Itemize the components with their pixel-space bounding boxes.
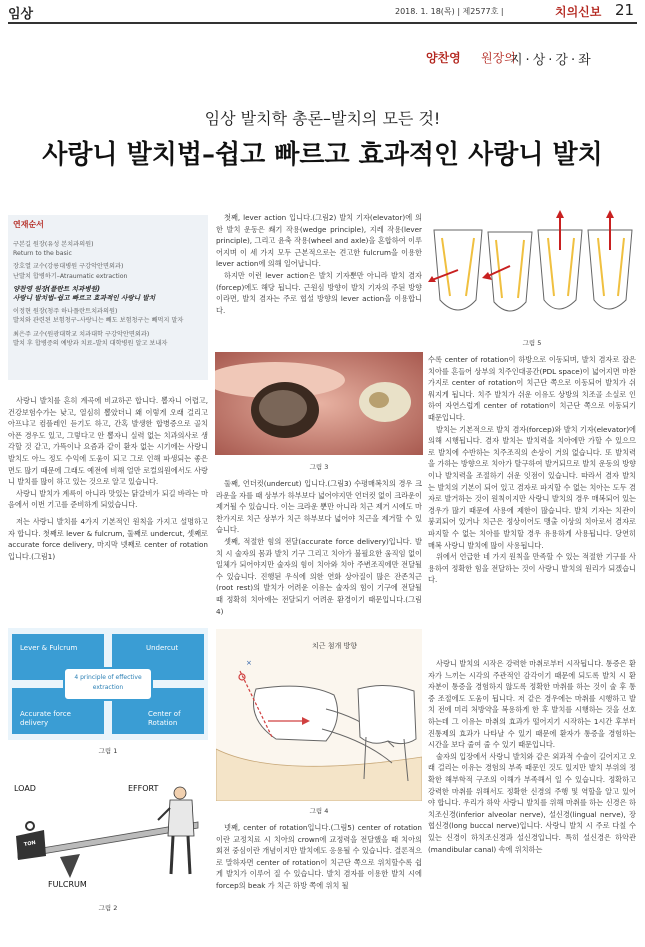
figure-5	[428, 210, 636, 330]
column-1-text	[8, 395, 208, 562]
paragraph: 하지만 이런 lever action은 발치 기자뿐만 아니라 발치 겸자(forcep)에도 해당 됩니다. 근원심 방향이 발치 기자의 주된 방향이라면, 발치 겸자는 주로 협설 방향의 lever action을 이용합니다.	[216, 270, 422, 315]
principle-lever-fulcrum: Lever & Fulcrum	[20, 644, 78, 652]
rotation-center-diagram	[428, 210, 636, 330]
figure-3-caption: 그림 3	[309, 463, 329, 471]
tooth-sketch-2	[482, 232, 532, 311]
figure-4-caption: 그림 4	[309, 807, 329, 815]
figure-1-caption: 그림 1	[98, 747, 118, 755]
root-direction-label: 치근 첨개 방향	[312, 642, 358, 650]
article-subtitle: 임상 발치학 총론–발치의 모든 것!	[204, 109, 441, 128]
series-order-item: 난발치 합병하기–Atraumatic extraction	[13, 272, 128, 280]
issue-date: 2018. 1. 18(목) | 제2577호 |	[395, 7, 504, 16]
series-order-list	[13, 240, 203, 348]
principles-center-label: 4 principle of effective extraction	[74, 674, 142, 691]
load-label: LOAD	[14, 784, 36, 793]
series-order-item: 최은주 교수(원광대학교 치과대학 구강악안면외과)	[13, 330, 150, 338]
svg-text:×: ×	[246, 659, 252, 667]
figure-1	[8, 628, 208, 740]
series-order-heading: 연재순서	[13, 220, 44, 229]
column-3-top-text	[428, 354, 636, 586]
series-order-item: 이정현 원장(청주 하나플란트치과의원)	[13, 308, 118, 316]
figure-5-caption: 그림 5	[522, 339, 542, 347]
series-order-item: 사랑니 발치법–쉽고 빠르고 효과적인 사랑니 발치	[13, 294, 156, 303]
section-label: 임상	[8, 7, 34, 22]
series-author-suffix: 원장의	[481, 51, 516, 65]
series-order-item: 발치와 관련된 보험청구–사랑니는 빼도 보험청구는 빼먹지 말자	[13, 317, 184, 325]
paragraph: 발치는 기본적으로 발치 겸자(forcep)와 발치 기자(elevator)에 의해 시행됩니다. 겸자 발치는 발치력을 치아에만 가할 수 있으므로 발치에 수반하는 치주조직의 손상이 거의 없습니다. 또 발치력을 가하는 방향으로 치아가 탈구하여 발거되므로 발치 운동의 방향이나 발치력을 조절하기 쉬운 잇점이 있습니다. 따라서 겸자 발치는 발치의 기본이 되어 있고 겸자로 파지할 수 없는 치아는 도두 겸자로 발거하는 것이 원칙이지만 사랑니 발치의 경우 매복되어 있는 경우가 많기 때문에 사용에 제한이 많습니다. 발치 기자는 치관이 붕괴되어 있거나 치근은 정상이어도 맹출 이상의 치아로서 겸자로 파지할 수 없는 치아를 발치할 경우 유용하게 사용됩니다. 당연히 매복 사랑니 발치에 많이 사용됩니다.	[428, 424, 636, 550]
column-2-mid-text	[216, 478, 422, 617]
figure-2-caption: 그림 2	[98, 904, 118, 912]
lever-illustration	[8, 778, 208, 893]
principle-undercut: Undercut	[146, 644, 179, 652]
tooth-sketch-3	[538, 210, 582, 309]
series-name: 지·상·강·좌	[510, 53, 594, 68]
paragraph: 둘째, 언더컷(undercut) 입니다.(그림3) 수평매복치의 경우 크라운을 자를 때 상부가 하부보다 넓어야지만 언더컷 없이 크라운이 제거될 수 있습니다. 이는 크라운 뿐만 아니라 치근 제거 시에도 마찬가지로 치근 상부가 치근 하부보다 넓어야 치근을 제거할 수 있습니다.	[216, 479, 422, 535]
paragraph: 첫째, lever action 입니다.(그림2) 발치 기자(elevator)에 의한 발치 운동은 쐐기 작용(wedge principle), 지레 작용(lever principle), 그리고 윤축 작용(wheel and axle)을 혼합하여 이루어지며 이 세 가지 모두 근본적으로는 견고한 fulcrum을 이용한 lever action에 의해 일어납니다.	[216, 213, 422, 269]
clinical-photo	[215, 352, 423, 455]
tooth-sketch-4	[588, 210, 632, 309]
series-order-item: Return to the basic	[13, 250, 72, 258]
column-3-bottom-text	[428, 658, 636, 855]
series-order-item: 발치 후 합병증의 예방과 치료–발치 대학병원 알고 보내자	[13, 339, 168, 347]
paragraph: 사랑니 발치가 계륵이 아니라 맛있는 닭갈비가 되길 바라는 마음에서 이번 기고를 준비하게 되었습니다.	[8, 488, 208, 510]
paragraph: 셋째, 적절한 힘의 전달(accurate force delivery)입니다. 발치 시 술자의 몸과 발치 기구 그리고 치아가 불필요한 움직임 없이 일체가 되어야지만 술자의 힘이 치아와 치아 주변조직에만 전달될 수 있습니다. 진행된 우식에 의한 연화 상아질이 많은 잔존치근(root rest)의 발치가 어려운 이유는 술자의 힘이 기구에 전달될 때 정확히 치아에는 전달되기 어려운 환경이기 때문입니다.(그림4)	[216, 536, 422, 616]
paragraph: 위에서 언급한 네 가지 원칙을 만족할 수 있는 적절한 기구를 사용하여 정확한 힘을 전달하는 것이 사랑니 발치의 원리가 되겠습니다.	[428, 552, 636, 585]
header-rule	[8, 22, 637, 24]
newspaper-name: 치의신보	[555, 5, 602, 19]
series-author: 양찬영	[426, 51, 461, 65]
paragraph: 저는 사랑니 발치를 4가지 기본적인 원칙을 가지고 설명하고자 합니다. 첫째로 lever & fulcrum, 둘째로 undercut, 셋째로 accurate force delivery, 마지막 넷째로 center of rotation입니다.(그림1)	[8, 516, 208, 561]
series-order-item: 장호열 교수(강릉대병원 구강악안면외과)	[13, 263, 124, 271]
fulcrum-label: FULCRUM	[48, 880, 87, 889]
paragraph: 술자의 입장에서 사랑니 발치와 같은 외과적 수술이 길어지고 오래 걸리는 이유는 경험의 부족 때문인 것도 있지만 발치 부위의 정확한 해부학적 구조의 이해가 부족해서 일 수 있습니다. 정확하고 강력한 마취를 위해서도 정확한 신경의 주행 및 역할을 알고 있어야 합니다. 우리가 하악 사랑니 발치를 위해 마취를 하는 신경은 하치조신경(inferior alveolar nerve), 설신경(lingual nerve), 장협신경(long buccal nerve)입니다. 사랑니 발치 시 주로 다칠 수 있는 신경이 하치조신경과 설신경입니다. 특히 설신경은 하악관(mandibular canal) 속에 위치하는	[428, 751, 636, 854]
tooth-sketch-1	[428, 230, 482, 310]
article-title: 사랑니 발치법–쉽고 빠르고 효과적인 사랑니 발치	[42, 140, 603, 170]
weight-label: TON	[23, 840, 37, 848]
paragraph: 사랑니 발치를 흔히 계곡에 비교하곤 합니다. 뽑자니 어렵고, 건강보험수가는 낮고, 열심히 뽑았더니 왜 이렇게 오래 걸리고 아프냐고 컴플레인 듣기도 하고, 간혹 발생한 합병증으로 골치 아픈 경우도 있고, 그렇다고 안 뽑자니 실력 없는 치과의사로 생각할 것 같고, 가뜩이나 요즘과 같이 환자 없는 시기에는 사랑니 발치도 아느 정도 수익에 도움이 되고 그로 인해 파생되는 좋은 면도 많기 때문에 그래도 예전에 비해 얼만 로컬의원에서도 사랑니 발치를 많이 하고 있는 것으로 알고 있습니다.	[8, 396, 208, 487]
effort-label: EFFORT	[128, 784, 159, 793]
fulcrum-triangle	[60, 854, 80, 878]
series-order-item: 구본길 원장(유성 본치과의원)	[13, 241, 94, 248]
figure-2	[8, 778, 208, 893]
series-order-item: 양찬영 원장(플란트 치과병원)	[13, 284, 101, 293]
tooth-diagram	[216, 629, 422, 801]
column-2-bottom-text	[216, 822, 422, 892]
figure-4	[216, 629, 422, 801]
principle-accurate-force: Accurate force delivery	[20, 710, 71, 727]
figure-3	[215, 352, 423, 455]
series-order-box	[8, 215, 208, 380]
paragraph: 수록 center of rotation이 하방으로 이동되며, 발치 겸자로 잡은 치아를 흔들어 상부의 치주인대공간(PDL space)이 넓어지면 마찬가지로 center of rotation이 치근단 쪽으로 이동되어 발치가 쉬워지게 됩니다. 치주 발치가 쉬운 이유도 상방의 치조골 소실로 인하여 자연스럽게 center of rotation이 치근단 쪽으로 이동되기 때문입니다.	[428, 355, 636, 422]
page-number: 21	[615, 1, 635, 19]
column-2-top-text	[216, 212, 422, 316]
paragraph: 사랑니 발치의 시작은 강력한 마취로부터 시작됩니다. 통증은 환자가 느끼는 시각의 주관적인 감각이기 때문에 되도록 발치 시 환자분이 통증을 경험하지 않도록 정확한 마취를 하는 것이 술 후 통증 조절에도 도움이 됩니다. 저 같은 경우에는 마취를 시행하고 발치 전에 미리 처방약을 복용하게 한 후 발치를 시행하는 것을 선호하는데 그 이유는 마취의 효과가 떨어지기 시작하는 1시간 후부터 진통제의 효과가 나타날 수 있기 때문에 환자가 통증을 경험하는 시간을 보다 줄여 줄 수 있기 때문입니다.	[428, 659, 636, 750]
paragraph: 넷째, center of rotation입니다.(그림5) center of rotation이란 교정치료 시 치아의 crown에 교정력을 전달했을 때 치아의 회전 중심이란 개념이지만 발치에도 응용될 수 있습니다. 결론적으로 말하자면 center of rotation이 치근단 쪽으로 위치할수록 쉽게 발치가 이루어 질 수 있습니다. 발치 겸자를 이용한 발치 시에 forcep의 beak 가 치근 하방 쪽에 위치 될	[216, 823, 422, 890]
principle-center-rotation: Center of Rotation	[148, 710, 181, 727]
